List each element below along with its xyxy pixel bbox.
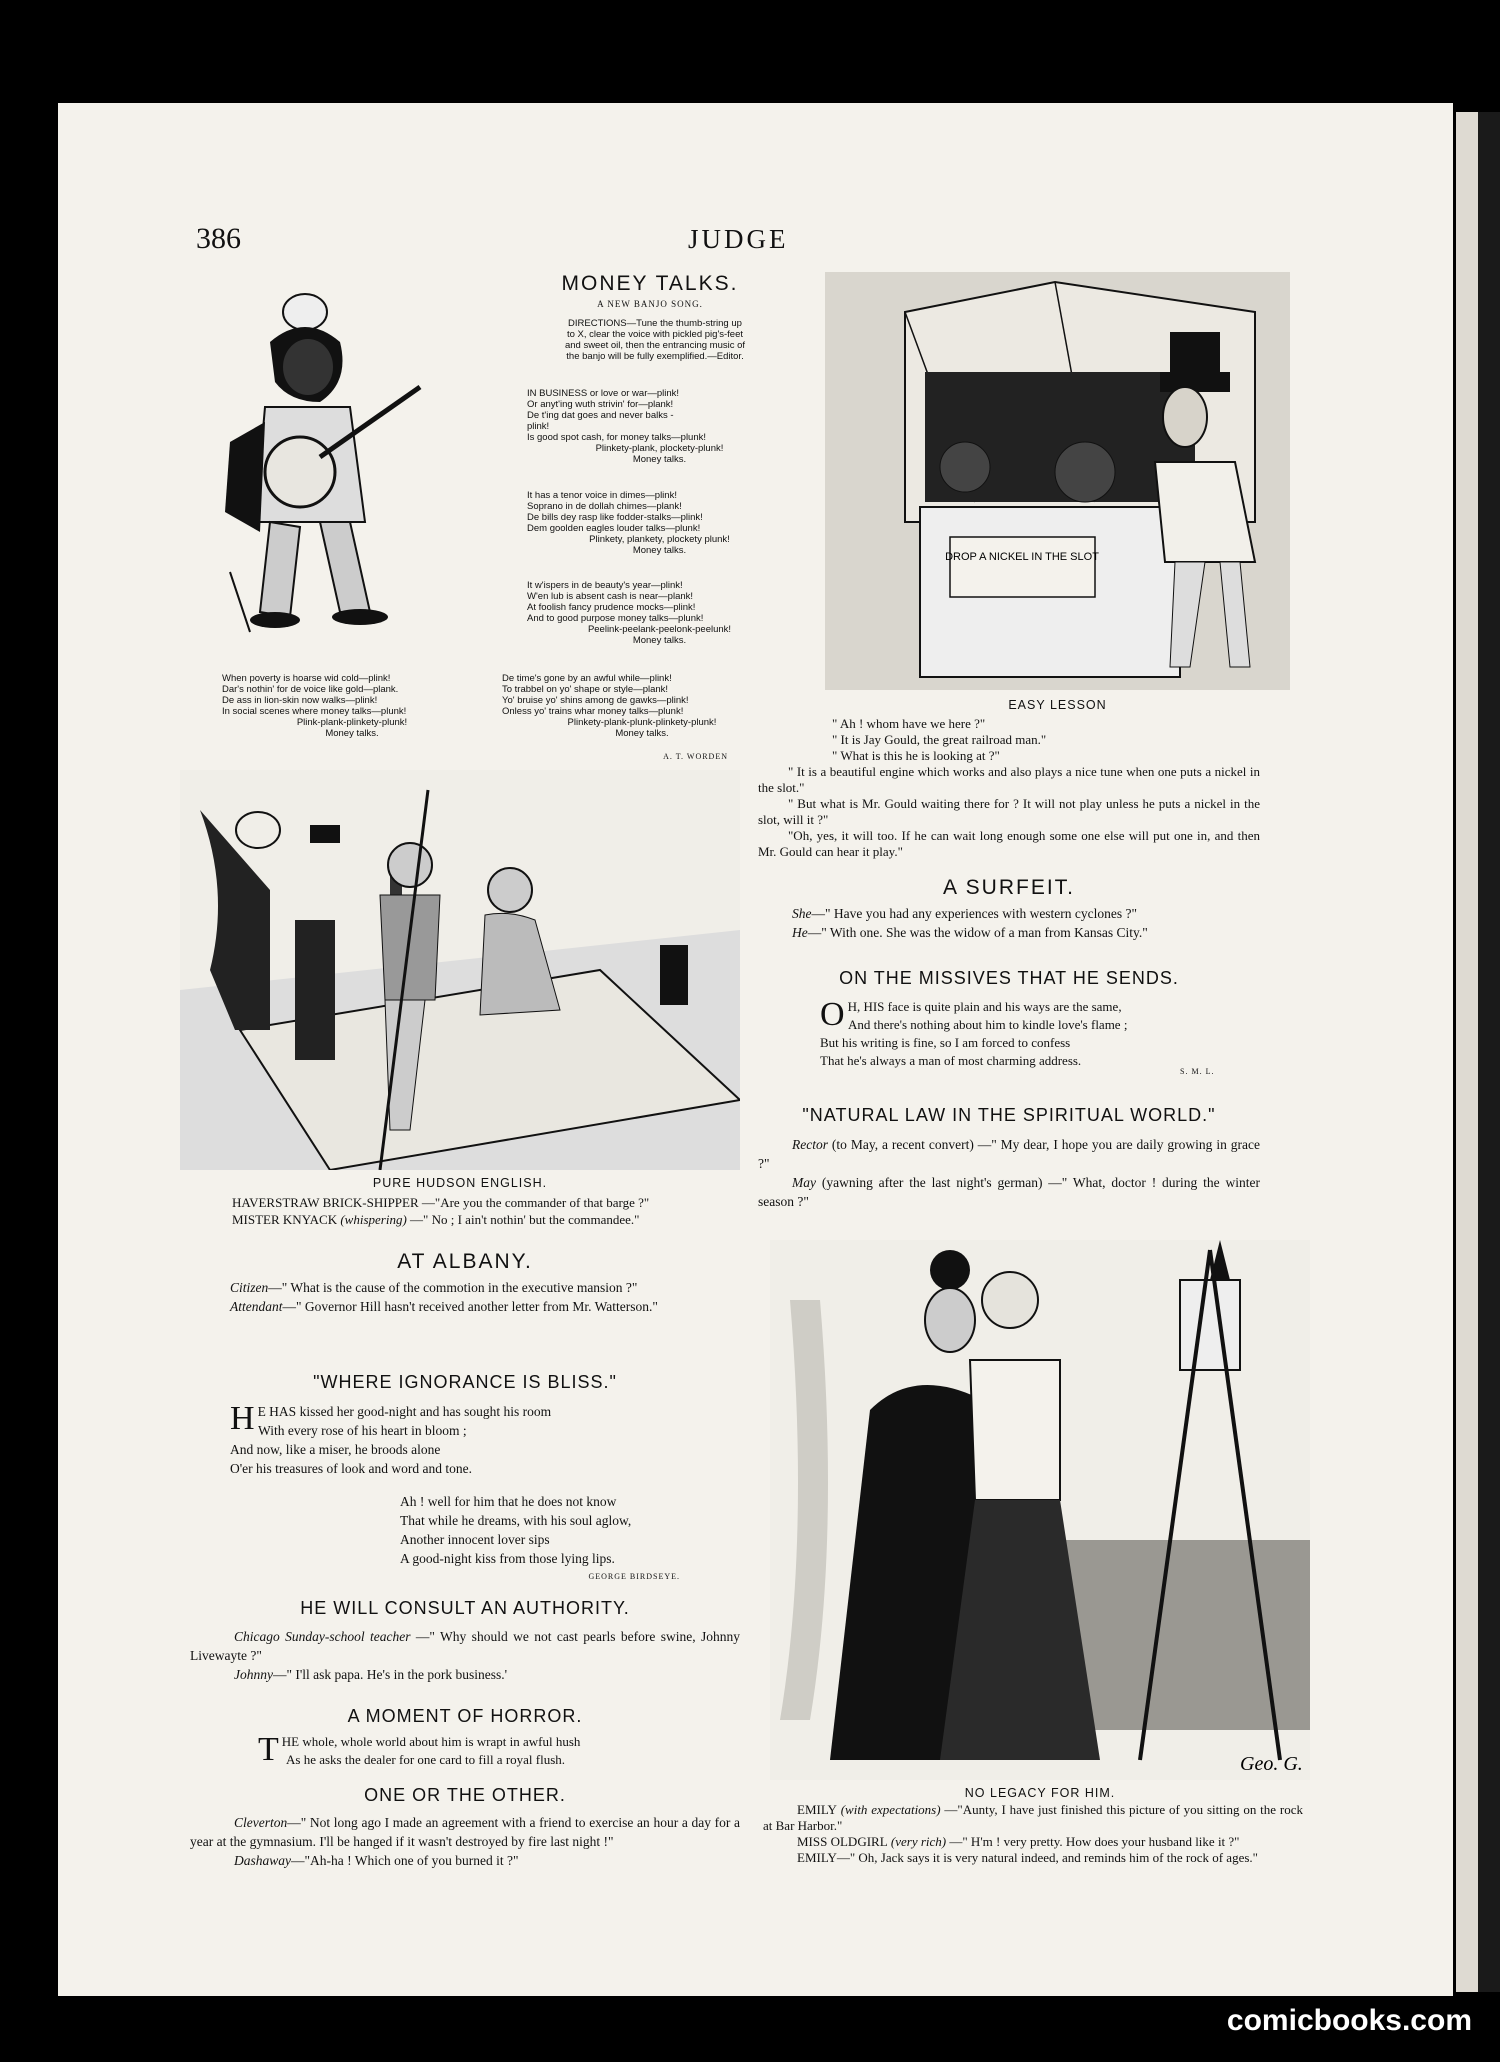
ignorance-title: "WHERE IGNORANCE IS BLISS." xyxy=(313,1372,617,1392)
natural-law-title: "NATURAL LAW IN THE SPIRITUAL WORLD." xyxy=(802,1105,1216,1125)
verse-line: Plink-plank-plinkety-plunk! xyxy=(296,717,408,728)
dialogue-line: " What is this he is looking at ?" xyxy=(832,748,1000,763)
money-talks-directions xyxy=(520,318,790,362)
ignorance-author: GEORGE BIRDSEYE. xyxy=(588,1572,680,1581)
speaker-label: EMILY xyxy=(797,1802,837,1817)
verse-line: Peelink-peelank-peelonk-peelunk! xyxy=(587,624,732,635)
money-talks-stanza-4 xyxy=(222,673,482,739)
verse-line: Plinkety-plank-plunk-plinkety-plunk! xyxy=(567,717,717,728)
verse-line: plink! xyxy=(527,421,550,432)
speaker-label: Citizen xyxy=(230,1280,269,1295)
speaker-label: Cleverton xyxy=(234,1815,288,1830)
verse-line: Another innocent lover sips xyxy=(400,1532,550,1547)
surfeit-text xyxy=(758,904,1260,942)
verse-line: Soprano in de dollah chimes—plank! xyxy=(527,501,682,512)
verse-line: It w'ispers in de beauty's year—plink! xyxy=(527,580,683,591)
dialogue: —" Have you had any experiences with western cyclones ?" xyxy=(811,906,1138,921)
verse-line: And to good purpose money talks—plunk! xyxy=(527,613,704,624)
speaker-label: HAVERSTRAW BRICK-SHIPPER xyxy=(232,1195,419,1210)
verse-line: H, HIS face is quite plain and his ways are the same, xyxy=(847,999,1122,1014)
natural-law-text xyxy=(758,1135,1260,1211)
speaker-label: MISTER KNYACK xyxy=(232,1212,338,1227)
surfeit-title: A SURFEIT. xyxy=(942,876,1076,899)
speaker-label: Johnny xyxy=(234,1667,273,1682)
speaker-label: Attendant xyxy=(230,1299,283,1314)
verse-line: And now, like a miser, he broods alone xyxy=(230,1442,441,1457)
verse-line: And there's nothing about him to kindle love's flame ; xyxy=(848,1017,1128,1032)
speaker-label: She xyxy=(792,906,812,921)
dialogue: (yawning after the last night's german) —" What, doctor ! during the winter season ?" xyxy=(758,1175,1260,1209)
money-talks-subtitle: A NEW BANJO SONG. xyxy=(597,299,703,309)
dialogue: —" No ; I ain't nothin' but the commandee." xyxy=(406,1212,640,1227)
easy-lesson-dialogue xyxy=(832,716,1292,764)
nickel-sign: DROP A NICKEL IN THE SLOT xyxy=(945,551,1099,563)
directions-line: and sweet oil, then the entrancing music of xyxy=(564,340,746,351)
dialogue: —" H'm ! very pretty. How does your husband like it ?" xyxy=(946,1834,1240,1849)
verse-line: IN BUSINESS or love or war—plink! xyxy=(527,388,680,399)
dialogue: —"Aunty, I have just finished this picture of you sitting on the rock at Bar Harbor." xyxy=(763,1802,1303,1833)
speaker-label: Chicago Sunday-school teacher xyxy=(234,1629,411,1644)
dialogue: —" Not long ago I made an agreement with a friend to exercise an hour a day for a year at the gymnasium. I'll be hanged if it wasn't destroyed by fire last night !" xyxy=(190,1815,740,1849)
verse-line: Money talks. xyxy=(325,728,379,739)
verse-line: In social scenes where money talks—plunk! xyxy=(222,706,407,717)
verse-line: Dem goolden eagles louder talks—plunk! xyxy=(527,523,701,534)
verse-line: Dar's nothin' for de voice like gold—plank. xyxy=(222,684,399,695)
verse-line: O'er his treasures of look and word and tone. xyxy=(230,1461,472,1476)
money-talks-author: A. T. WORDEN xyxy=(663,752,728,761)
verse-line: De t'ing dat goes and never balks - xyxy=(527,410,674,421)
verse-line: But his writing is fine, so I am forced to confess xyxy=(820,1035,1071,1050)
verse-line: When poverty is hoarse wid cold—plink! xyxy=(222,673,391,684)
dialogue: —" Governor Hill hasn't received another letter from Mr. Watterson." xyxy=(282,1299,658,1314)
other-title: ONE OR THE OTHER. xyxy=(364,1785,566,1805)
horror-title: A MOMENT OF HORROR. xyxy=(347,1706,583,1726)
verse-line: Money talks. xyxy=(615,728,669,739)
easy-lesson-caption: EASY LESSON xyxy=(1008,698,1107,712)
dialogue: —" With one. She was the widow of a man from Kansas City." xyxy=(807,925,1148,940)
verse-line: De bills dey rasp like fodder-stalks—plink! xyxy=(527,512,703,523)
ignorance-stanza-1 xyxy=(230,1402,730,1478)
banjo-player-illustration xyxy=(190,272,490,652)
other-text xyxy=(190,1813,740,1870)
albany-title: AT ALBANY. xyxy=(397,1250,533,1273)
dialogue: —" What is the cause of the commotion in the executive mansion ?" xyxy=(268,1280,638,1295)
dialogue-line: " It is Jay Gould, the great railroad man." xyxy=(832,732,1047,747)
directions-line: the banjo will be fully exemplified.—Editor. xyxy=(566,351,744,362)
verse-line: As he asks the dealer for one card to fill a royal flush. xyxy=(286,1752,566,1767)
verse-line: That he's always a man of most charming address. xyxy=(820,1053,1082,1068)
speaker-label: MISS OLDGIRL xyxy=(797,1834,888,1849)
verse-line: With every rose of his heart in bloom ; xyxy=(258,1423,467,1438)
speaker-label: Rector xyxy=(792,1137,828,1152)
masthead: JUDGE xyxy=(688,224,789,254)
drop-cap: O xyxy=(820,996,845,1033)
verse-line: Or anyt'ing wuth strivin' for—plank! xyxy=(527,399,674,410)
barge-illustration xyxy=(180,770,740,1170)
verse-line: De ass in lion-skin now walks—plink! xyxy=(222,695,378,706)
dialogue: (to May, a recent convert) —" My dear, I hope you are daily growing in grace ?" xyxy=(758,1137,1260,1171)
verse-line: At foolish fancy prudence mocks—plink! xyxy=(527,602,696,613)
verse-line: HE whole, whole world about him is wrapt in awful hush xyxy=(281,1734,581,1749)
missives-signature: S. M. L. xyxy=(1180,1067,1215,1076)
hudson-caption: PURE HUDSON ENGLISH. xyxy=(372,1176,548,1190)
verse-line: To trabbel on yo' shape or style—plank! xyxy=(502,684,669,695)
locomotive-display-illustration xyxy=(825,272,1290,690)
verse-line: Plinkety-plank, plockety-plunk! xyxy=(595,443,724,454)
verse-line: Money talks. xyxy=(632,635,687,646)
painting-easel-illustration xyxy=(770,1240,1310,1780)
speaker-label: He xyxy=(792,925,808,940)
verse-line: Yo' bruise yo' shins among de gawks—plink! xyxy=(502,695,689,706)
verse-line: Ah ! well for him that he does not know xyxy=(400,1494,617,1509)
missives-verse xyxy=(820,998,1260,1070)
watermark: comicbooks.com xyxy=(1226,2004,1472,2037)
verse-line: De time's gone by an awful while—plink! xyxy=(502,673,672,684)
dialogue: —"Are you the commander of that barge ?" xyxy=(418,1195,650,1210)
money-talks-title: MONEY TALKS. xyxy=(561,272,739,295)
paragraph: "Oh, yes, it will too. If he can wait long enough some one else will put one in, and then Mr. Gould can hear it play." xyxy=(758,828,1260,859)
money-talks-stanza-3 xyxy=(527,580,792,646)
paragraph: " It is a beautiful engine which works and also plays a nice tune when one puts a nickel in the slot." xyxy=(758,764,1260,795)
verse-line: W'en lub is absent cash is near—plank! xyxy=(527,591,694,602)
speaker-label: EMILY xyxy=(797,1850,837,1865)
speaker-label: Dashaway xyxy=(234,1853,291,1868)
authority-title: HE WILL CONSULT AN AUTHORITY. xyxy=(300,1598,630,1618)
verse-line: Is good spot cash, for money talks—plunk! xyxy=(527,432,707,443)
page-number: 386 xyxy=(196,222,241,255)
money-talks-stanza-1 xyxy=(527,388,792,465)
missives-title: ON THE MISSIVES THAT HE SENDS. xyxy=(839,968,1179,988)
ignorance-stanza-2 xyxy=(400,1492,740,1568)
adjacent-page-edge xyxy=(1456,112,1478,1992)
horror-verse xyxy=(258,1733,748,1769)
hudson-dialogue xyxy=(232,1194,742,1228)
verse-line: That while he dreams, with his soul aglow, xyxy=(400,1513,632,1528)
verse-line: E HAS kissed her good-night and has sought his room xyxy=(257,1404,552,1419)
albany-text xyxy=(190,1278,740,1316)
authority-text xyxy=(190,1627,740,1684)
artist-signature: Geo. G. xyxy=(1240,1753,1303,1775)
directions-line: DIRECTIONS—Tune the thumb-string up xyxy=(568,318,742,329)
verse-line: Onless yo' trains whar money talks—plunk! xyxy=(502,706,684,717)
dialogue: —" Why should we not cast pearls before swine, Johnny Livewayte ?" xyxy=(190,1629,740,1663)
verse-line: Money talks. xyxy=(632,454,687,465)
stage-direction: (very rich) xyxy=(890,1834,947,1849)
drop-cap: H xyxy=(230,1400,255,1437)
verse-line: A good-night kiss from those lying lips. xyxy=(400,1551,615,1566)
paragraph: " But what is Mr. Gould waiting there for ? It will not play unless he puts a nickel in the slot, will it ?" xyxy=(758,796,1260,827)
money-talks-stanza-5 xyxy=(502,673,782,739)
dialogue: —" Oh, Jack says it is very natural indeed, and reminds him of the rock of ages." xyxy=(836,1850,1258,1865)
speaker-label: May xyxy=(792,1175,816,1190)
money-talks-stanza-2 xyxy=(527,490,792,556)
stage-direction: (whispering) xyxy=(340,1212,407,1227)
drop-cap: T xyxy=(258,1731,279,1768)
verse-line: It has a tenor voice in dimes—plink! xyxy=(527,490,677,501)
verse-line: Money talks. xyxy=(632,545,687,556)
dialogue: —"Ah-ha ! Which one of you burned it ?" xyxy=(291,1853,519,1868)
dialogue: —" I'll ask papa. He's in the pork business.' xyxy=(272,1667,508,1682)
dialogue-line: " Ah ! whom have we here ?" xyxy=(832,716,986,731)
stage-direction: (with expectations) xyxy=(840,1802,941,1817)
easy-lesson-text xyxy=(758,764,1260,860)
legacy-caption: NO LEGACY FOR HIM. xyxy=(964,1786,1116,1800)
directions-line: to X, clear the voice with pickled pig's-feet xyxy=(566,329,744,340)
verse-line: Plinkety, plankety, plockety plunk! xyxy=(589,534,730,545)
legacy-dialogue xyxy=(763,1802,1303,1866)
scan-border xyxy=(1478,112,1500,1992)
